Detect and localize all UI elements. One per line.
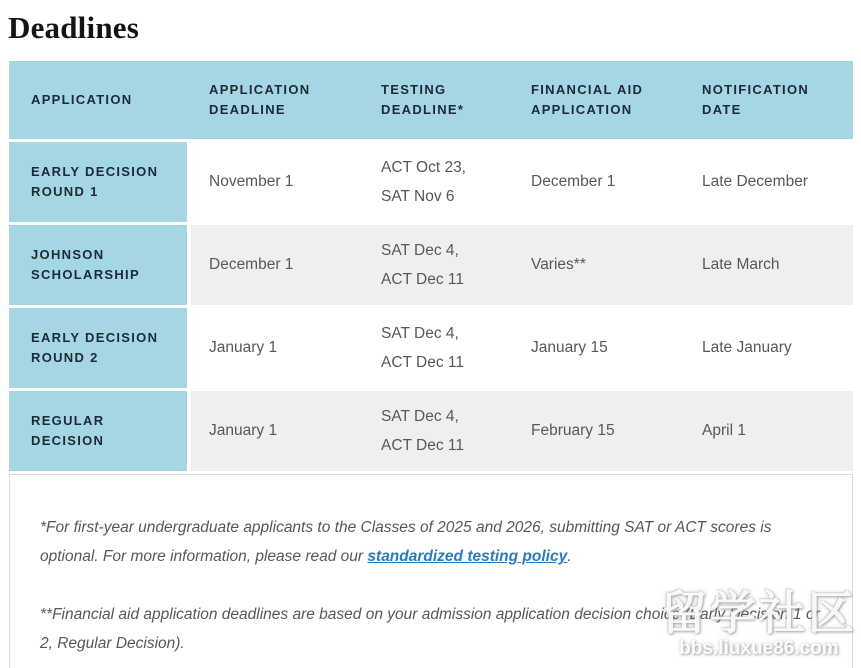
- standardized-testing-policy-link[interactable]: standardized testing policy: [367, 548, 568, 565]
- footnote-testing-text: *For first-year undergraduate applicants to the Classes of 2025 and 2026, submitting SAT or ACT scores is optional. For more information, please read our: [40, 519, 772, 565]
- footnote-financial-aid: **Financial aid application deadlines are based on your admission application decision choice (Early Decision 1 or 2, Regular Decision).: [40, 606, 820, 652]
- row-label: EARLY DECISION ROUND 2: [9, 308, 191, 388]
- watermark-site-url: bbs.liuxue86.com: [679, 638, 839, 659]
- testing-deadline-line: SAT Dec 4,: [381, 325, 459, 342]
- table-row-early-decision-round-1: [9, 142, 853, 222]
- watermark-site-name: 留学社区: [661, 587, 857, 639]
- application-deadline-cell: January 1: [191, 391, 361, 471]
- footnote-testing: [40, 513, 822, 571]
- deadlines-table: [9, 61, 853, 471]
- testing-deadline-line: ACT Dec 11: [381, 354, 464, 371]
- notification-date-cell: Late December: [684, 142, 853, 222]
- application-deadline-cell: January 1: [191, 308, 361, 388]
- footnote-testing-suffix: .: [567, 548, 572, 565]
- column-header-testing-deadline: TESTING DEADLINE*: [381, 82, 465, 117]
- table-header-row: [9, 61, 853, 139]
- testing-deadline-line: SAT Dec 4,: [381, 242, 459, 259]
- notification-date-cell: Late January: [684, 308, 853, 388]
- row-label: REGULAR DECISION: [9, 391, 191, 471]
- testing-deadline-cell: [361, 308, 511, 388]
- testing-deadline-cell: [361, 142, 511, 222]
- footnotes-box: [9, 474, 853, 668]
- column-header-notification-date: NOTIFICATION DATE: [702, 82, 810, 117]
- column-header-application-deadline: APPLICATION DEADLINE: [209, 82, 311, 117]
- financial-aid-cell: February 15: [511, 391, 684, 471]
- financial-aid-cell: Varies**: [511, 225, 684, 305]
- page-title: Deadlines: [8, 10, 139, 45]
- testing-deadline-cell: [361, 225, 511, 305]
- column-header-application: APPLICATION: [31, 92, 133, 107]
- testing-deadline-line: ACT Dec 11: [381, 271, 464, 288]
- column-header-financial-aid-application: FINANCIAL AID APPLICATION: [531, 82, 644, 117]
- row-label: EARLY DECISION ROUND 1: [9, 142, 191, 222]
- financial-aid-cell: December 1: [511, 142, 684, 222]
- table-row-johnson-scholarship: [9, 225, 853, 305]
- financial-aid-cell: January 15: [511, 308, 684, 388]
- testing-deadline-line: ACT Oct 23,: [381, 159, 466, 176]
- testing-deadline-cell: [361, 391, 511, 471]
- testing-deadline-line: ACT Dec 11: [381, 437, 464, 454]
- row-label: JOHNSON SCHOLARSHIP: [9, 225, 191, 305]
- table-row-early-decision-round-2: [9, 308, 853, 388]
- application-deadline-cell: November 1: [191, 142, 361, 222]
- application-deadline-cell: December 1: [191, 225, 361, 305]
- table-row-regular-decision: [9, 391, 853, 471]
- testing-deadline-line: SAT Nov 6: [381, 188, 455, 205]
- notification-date-cell: April 1: [684, 391, 853, 471]
- testing-deadline-line: SAT Dec 4,: [381, 408, 459, 425]
- notification-date-cell: Late March: [684, 225, 853, 305]
